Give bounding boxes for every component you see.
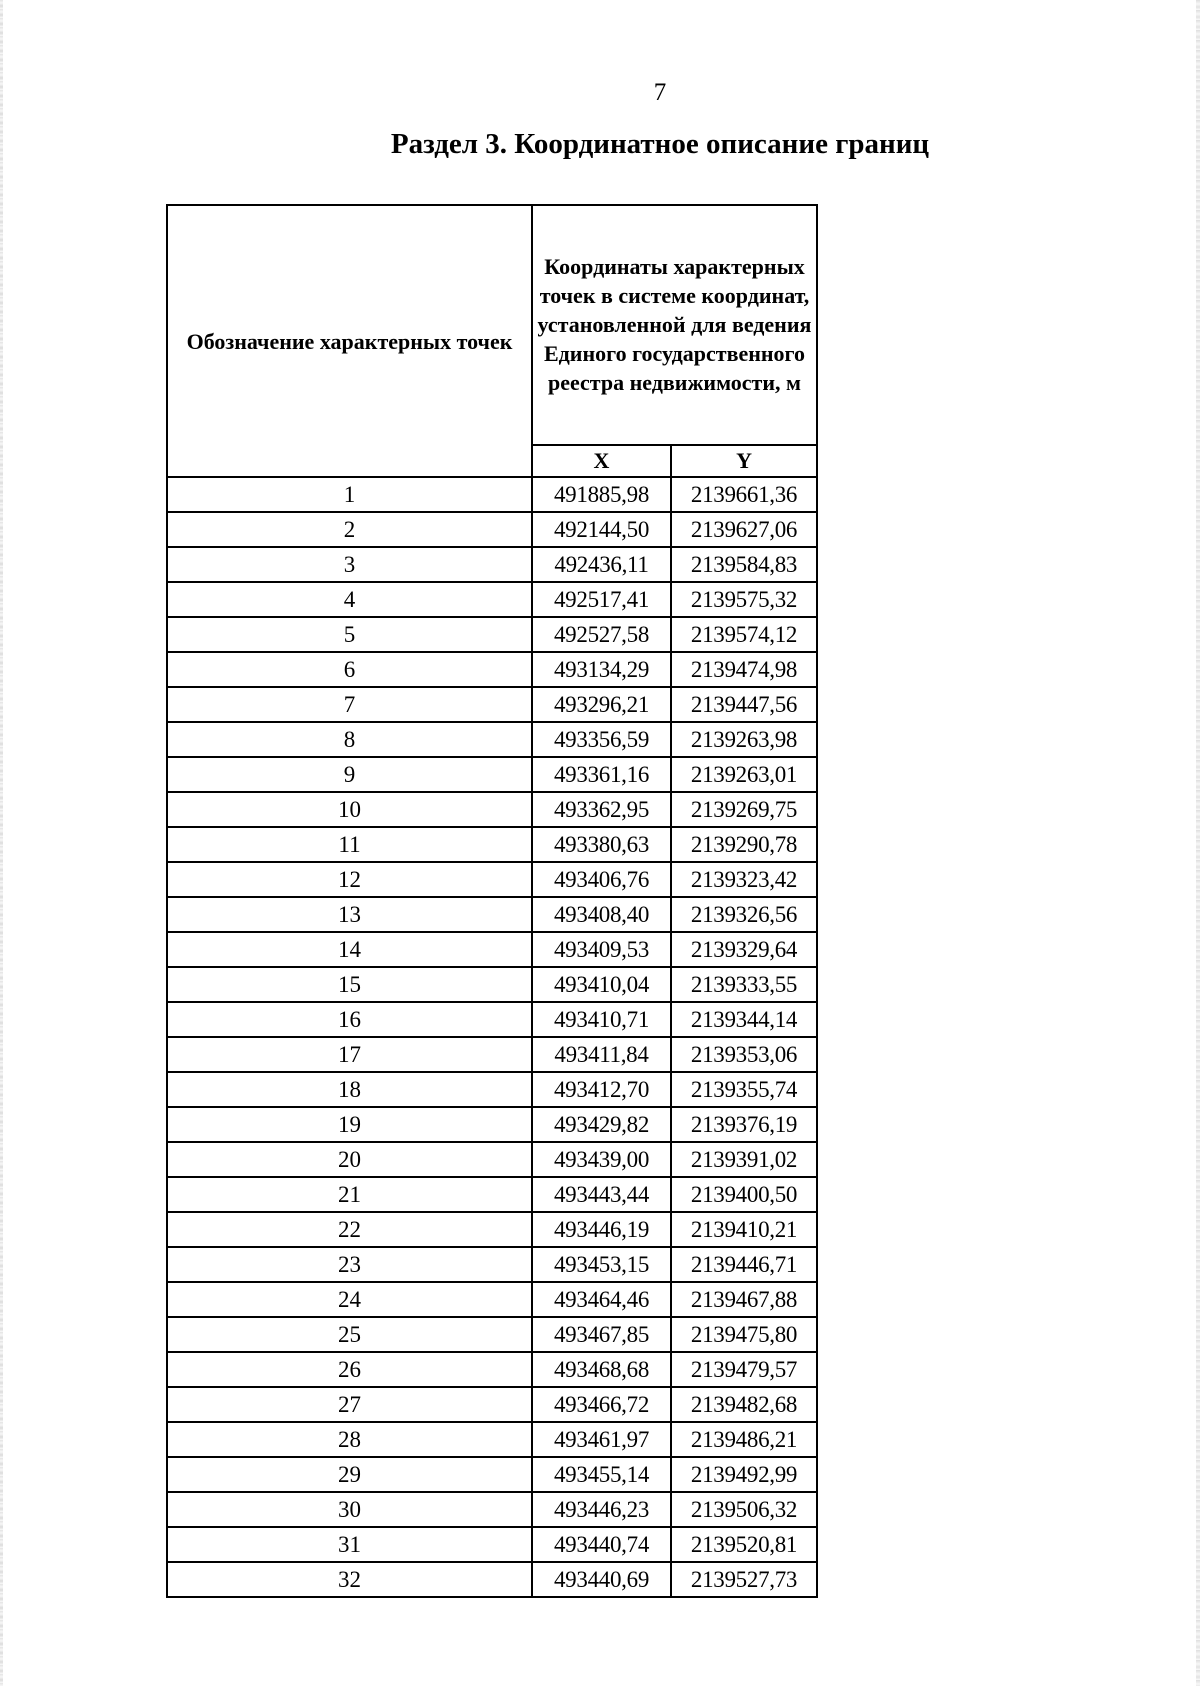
x-coordinate-cell: 493446,19 [532,1212,671,1247]
table-row [167,1422,817,1457]
table-row [167,1142,817,1177]
table-row [167,967,817,1002]
point-cell: 1 [167,477,532,512]
y-coordinate-cell: 2139376,19 [671,1107,817,1142]
x-coordinate-cell: 493412,70 [532,1072,671,1107]
point-cell: 19 [167,1107,532,1142]
x-coordinate-cell: 493362,95 [532,792,671,827]
x-coordinate-cell: 493296,21 [532,687,671,722]
point-cell: 21 [167,1177,532,1212]
point-cell: 22 [167,1212,532,1247]
y-coordinate-cell: 2139447,56 [671,687,817,722]
y-coordinate-cell: 2139486,21 [671,1422,817,1457]
scan-edge-right [1196,0,1200,1686]
x-coordinate-cell: 493361,16 [532,757,671,792]
table-row [167,652,817,687]
y-coordinate-cell: 2139575,32 [671,582,817,617]
point-cell: 15 [167,967,532,1002]
table-row [167,1177,817,1212]
table-row [167,1317,817,1352]
table-row [167,477,817,512]
x-coordinate-cell: 493440,74 [532,1527,671,1562]
point-cell: 10 [167,792,532,827]
x-coordinate-cell: 492144,50 [532,512,671,547]
point-cell: 7 [167,687,532,722]
table-row [167,1247,817,1282]
y-coordinate-cell: 2139263,98 [671,722,817,757]
table-row [167,1562,817,1597]
table-row [167,1527,817,1562]
point-cell: 20 [167,1142,532,1177]
point-cell: 8 [167,722,532,757]
x-coordinate-cell: 493464,46 [532,1282,671,1317]
y-coordinate-cell: 2139344,14 [671,1002,817,1037]
y-coordinate-cell: 2139326,56 [671,897,817,932]
point-cell: 32 [167,1562,532,1597]
y-column-header: Y [671,445,817,477]
coordinates-table [166,204,818,1598]
scan-edge-left [0,0,3,1686]
x-coordinate-cell: 493356,59 [532,722,671,757]
point-cell: 3 [167,547,532,582]
table-row [167,582,817,617]
y-coordinate-cell: 2139527,73 [671,1562,817,1597]
table-row [167,1457,817,1492]
table-row [167,1492,817,1527]
table-header [167,205,817,477]
point-cell: 28 [167,1422,532,1457]
y-coordinate-cell: 2139400,50 [671,1177,817,1212]
y-coordinate-cell: 2139355,74 [671,1072,817,1107]
x-coordinate-cell: 493446,23 [532,1492,671,1527]
x-coordinate-cell: 493453,15 [532,1247,671,1282]
point-cell: 11 [167,827,532,862]
table-row [167,1072,817,1107]
x-coordinate-cell: 493411,84 [532,1037,671,1072]
x-coordinate-cell: 493406,76 [532,862,671,897]
table-row [167,512,817,547]
section-title: Раздел 3. Координатное описание границ [390,128,930,160]
table-row [167,897,817,932]
point-cell: 26 [167,1352,532,1387]
point-cell: 25 [167,1317,532,1352]
y-coordinate-cell: 2139263,01 [671,757,817,792]
point-cell: 17 [167,1037,532,1072]
table-row [167,757,817,792]
y-coordinate-cell: 2139482,68 [671,1387,817,1422]
table-row [167,792,817,827]
x-coordinate-cell: 493410,04 [532,967,671,1002]
y-coordinate-cell: 2139290,78 [671,827,817,862]
y-coordinate-cell: 2139492,99 [671,1457,817,1492]
table-row [167,722,817,757]
y-coordinate-cell: 2139574,12 [671,617,817,652]
x-coordinate-cell: 493409,53 [532,932,671,967]
y-coordinate-cell: 2139474,98 [671,652,817,687]
y-coordinate-cell: 2139584,83 [671,547,817,582]
table-row [167,932,817,967]
x-coordinate-cell: 493410,71 [532,1002,671,1037]
table-row [167,1352,817,1387]
point-cell: 4 [167,582,532,617]
x-coordinate-cell: 492517,41 [532,582,671,617]
table-row [167,1282,817,1317]
point-cell: 6 [167,652,532,687]
x-coordinate-cell: 493468,68 [532,1352,671,1387]
y-coordinate-cell: 2139661,36 [671,477,817,512]
y-coordinate-cell: 2139520,81 [671,1527,817,1562]
y-coordinate-cell: 2139446,71 [671,1247,817,1282]
point-cell: 18 [167,1072,532,1107]
x-coordinate-cell: 492436,11 [532,547,671,582]
y-coordinate-cell: 2139333,55 [671,967,817,1002]
y-coordinate-cell: 2139627,06 [671,512,817,547]
y-coordinate-cell: 2139410,21 [671,1212,817,1247]
point-designation-header: Обозначение характерных точек [167,205,532,477]
table-row [167,617,817,652]
table-row [167,547,817,582]
x-coordinate-cell: 493380,63 [532,827,671,862]
x-coordinate-cell: 493429,82 [532,1107,671,1142]
x-coordinate-cell: 493461,97 [532,1422,671,1457]
page-number: 7 [653,79,667,106]
y-coordinate-cell: 2139329,64 [671,932,817,967]
y-coordinate-cell: 2139269,75 [671,792,817,827]
y-coordinate-cell: 2139479,57 [671,1352,817,1387]
table-row [167,1037,817,1072]
table-row [167,1107,817,1142]
table-row [167,827,817,862]
table-row [167,1212,817,1247]
table-row [167,1002,817,1037]
point-cell: 2 [167,512,532,547]
table-row [167,687,817,722]
x-coordinate-cell: 492527,58 [532,617,671,652]
y-coordinate-cell: 2139391,02 [671,1142,817,1177]
point-cell: 29 [167,1457,532,1492]
x-coordinate-cell: 493408,40 [532,897,671,932]
x-coordinate-cell: 493455,14 [532,1457,671,1492]
point-cell: 14 [167,932,532,967]
x-coordinate-cell: 493466,72 [532,1387,671,1422]
table-row [167,1387,817,1422]
x-coordinate-cell: 491885,98 [532,477,671,512]
point-cell: 27 [167,1387,532,1422]
x-coordinate-cell: 493440,69 [532,1562,671,1597]
x-coordinate-cell: 493134,29 [532,652,671,687]
table-row [167,862,817,897]
y-coordinate-cell: 2139353,06 [671,1037,817,1072]
point-cell: 30 [167,1492,532,1527]
table-body [167,477,817,1597]
point-cell: 13 [167,897,532,932]
point-cell: 5 [167,617,532,652]
x-coordinate-cell: 493467,85 [532,1317,671,1352]
y-coordinate-cell: 2139323,42 [671,862,817,897]
x-coordinate-cell: 493439,00 [532,1142,671,1177]
y-coordinate-cell: 2139467,88 [671,1282,817,1317]
point-cell: 23 [167,1247,532,1282]
coordinates-system-header: Координаты характерных точек в системе координат, установленной для ведения Единого государственного реестра недвижимости, м [532,205,817,445]
y-coordinate-cell: 2139506,32 [671,1492,817,1527]
y-coordinate-cell: 2139475,80 [671,1317,817,1352]
point-cell: 16 [167,1002,532,1037]
point-cell: 9 [167,757,532,792]
x-coordinate-cell: 493443,44 [532,1177,671,1212]
x-column-header: X [532,445,671,477]
point-cell: 12 [167,862,532,897]
point-cell: 31 [167,1527,532,1562]
point-cell: 24 [167,1282,532,1317]
